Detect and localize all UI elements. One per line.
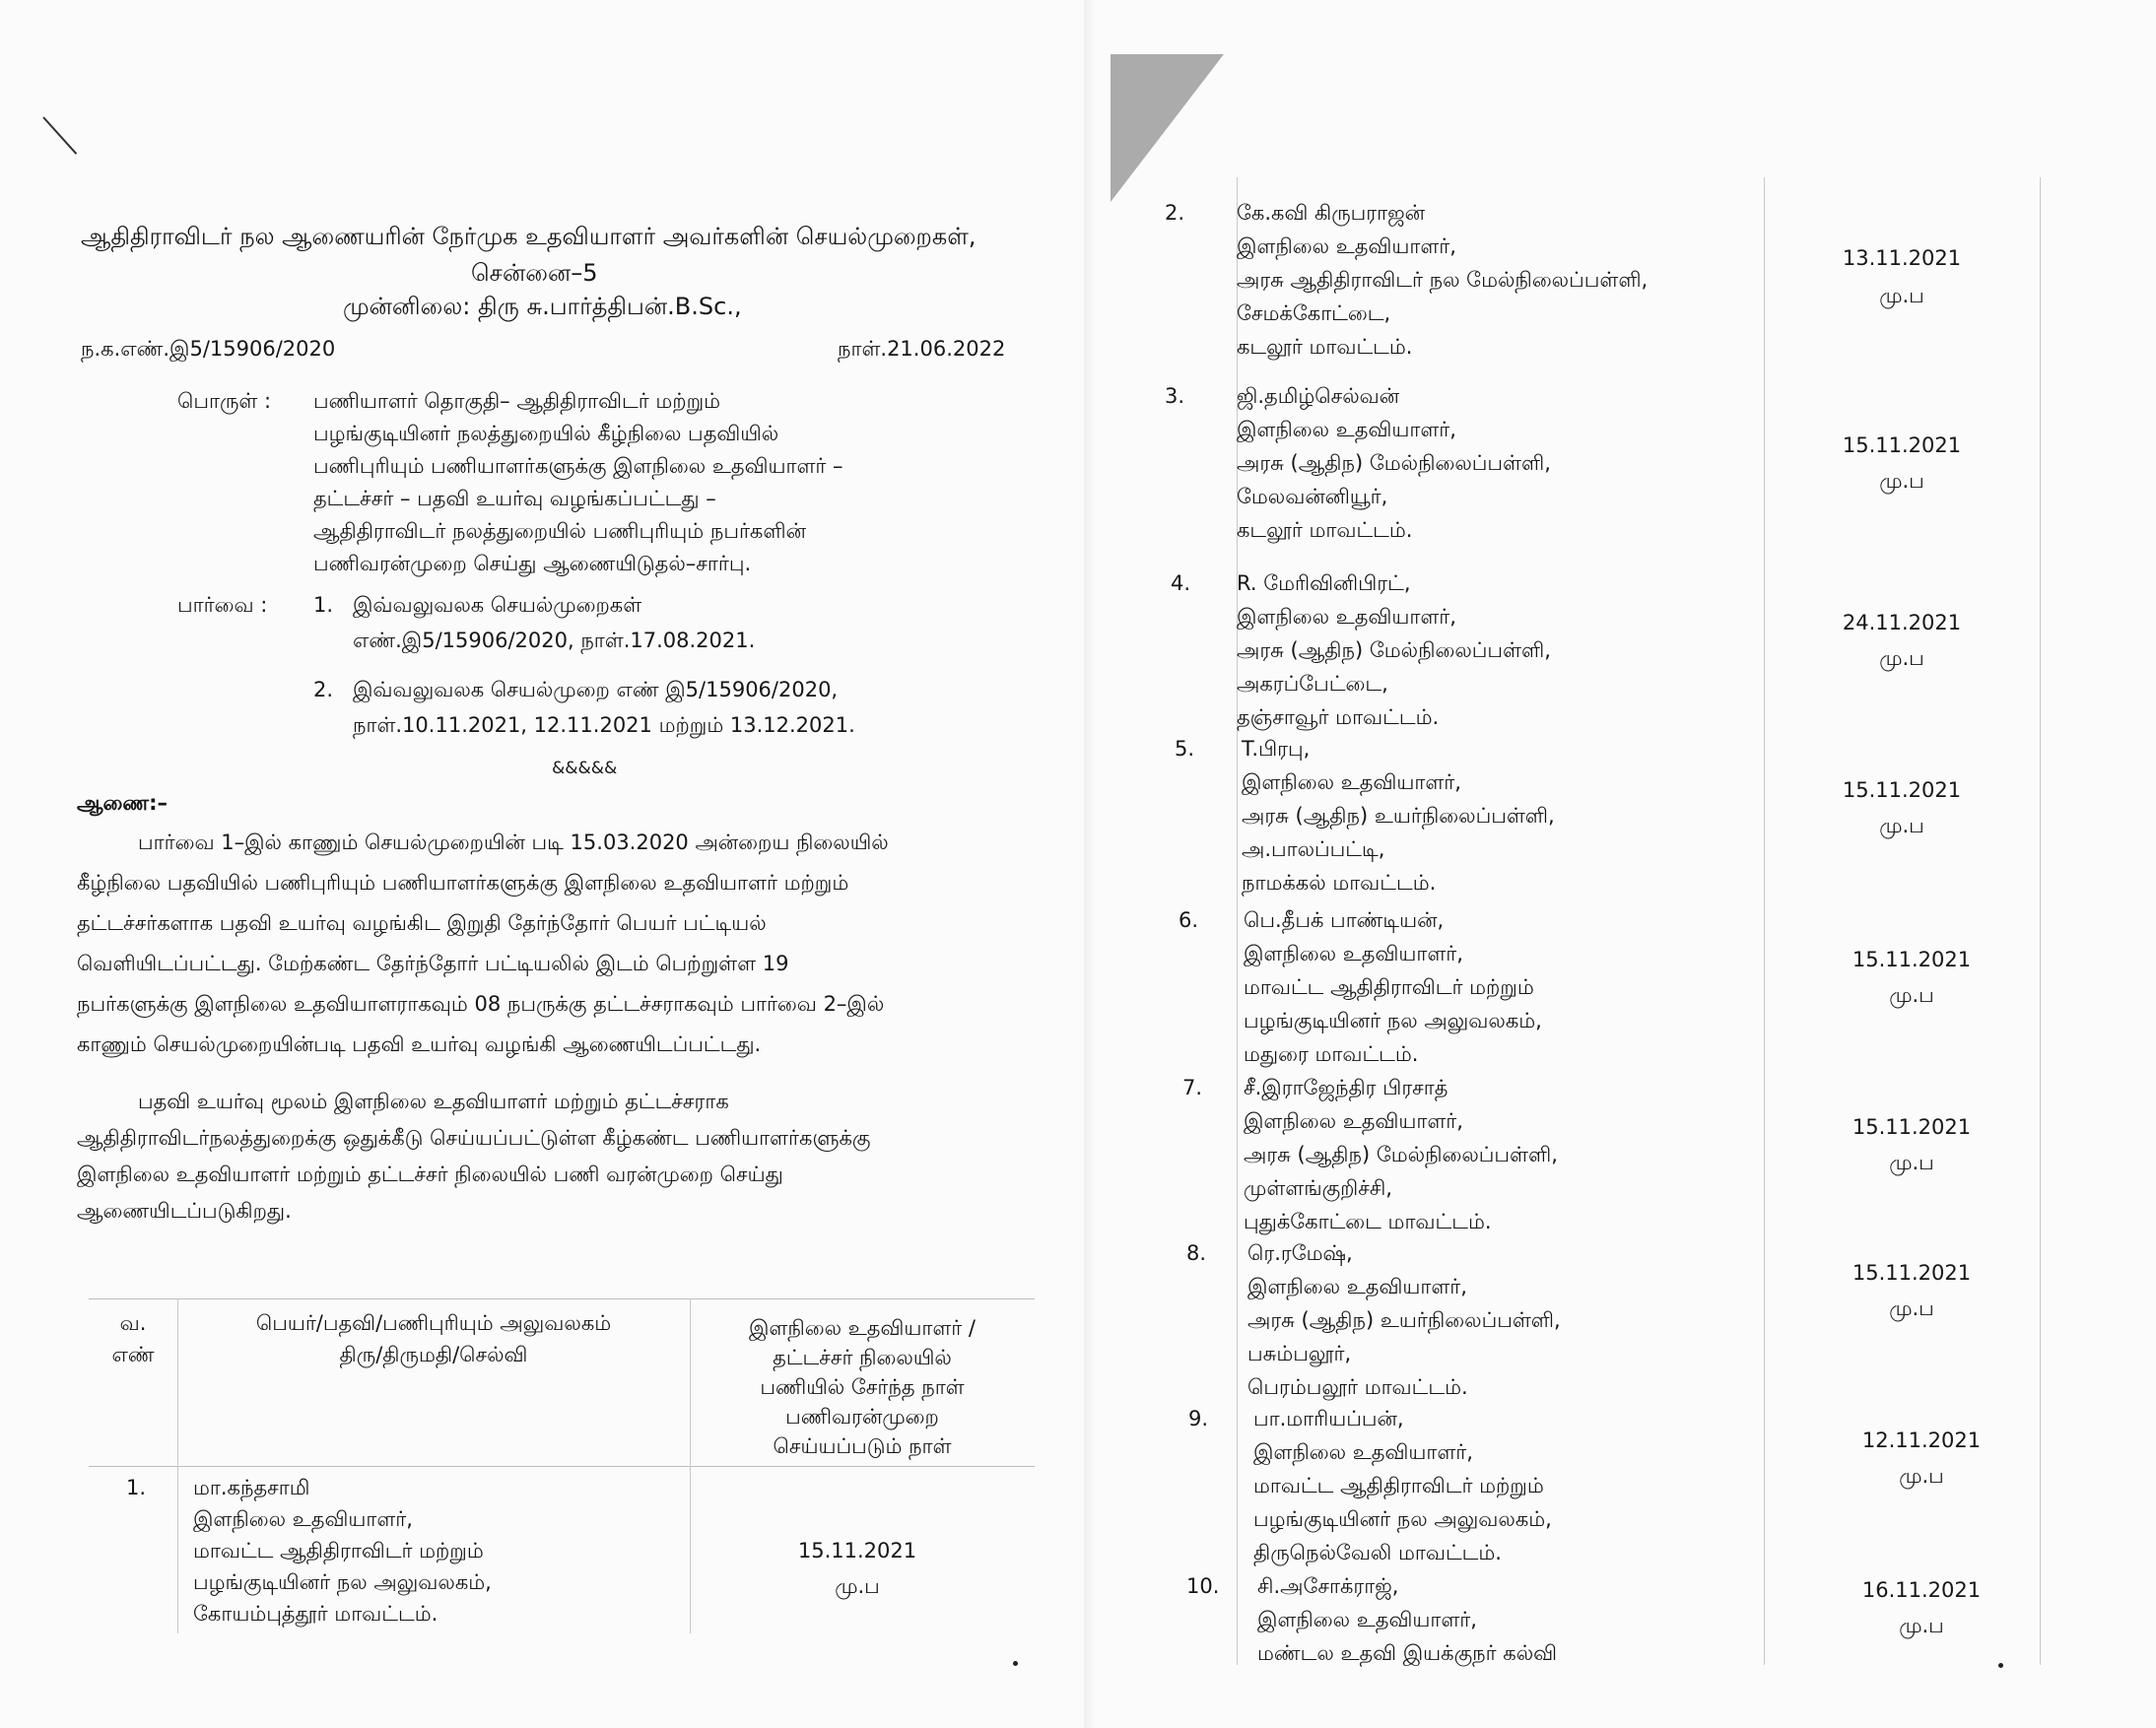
table-header-date: செய்யப்படும் நாள் — [773, 1434, 952, 1458]
subject-line: ஆதிதிராவிடர் நலத்துறையில் பணிபுரியும் நபர்களின் — [313, 519, 806, 543]
row-number: 10. — [1186, 1574, 1220, 1598]
subject-line: பணியாளர் தொகுதி– ஆதிதிராவிடர் மற்றும் — [313, 389, 721, 413]
subject-line: பணிபுரியும் பணியாளர்களுக்கு இளநிலை உதவியாளர் – — [313, 454, 843, 478]
row-number: 6. — [1179, 908, 1199, 932]
table-header-number: வ. — [119, 1311, 147, 1335]
paragraph-line: வெளியிடப்பட்டது. மேற்கண்ட தேர்ந்தோர் பட்டியலில் இடம் பெற்றுள்ள 19 — [77, 952, 789, 975]
paragraph-line: இளநிலை உதவியாளர் மற்றும் தட்டச்சர் நிலையில் பணி வரன்முறை செய்து — [77, 1163, 783, 1186]
row-detail: கடலூர் மாவட்டம். — [1237, 518, 1413, 542]
header-line-3: முன்னிலை: திரு சு.பார்த்திபன்.B.Sc., — [343, 293, 742, 320]
row-date: 15.11.2021 — [797, 1539, 917, 1562]
row-detail: புதுக்கோட்டை மாவட்டம். — [1244, 1210, 1492, 1233]
row-session: மு.ப — [1889, 1296, 1934, 1320]
row-detail: அரசு (ஆதிந) மேல்நிலைப்பள்ளி, — [1237, 451, 1551, 475]
row-session: மு.ப — [1879, 814, 1924, 837]
reference-num: 2. — [313, 678, 334, 701]
subject-line: தட்டச்சர் – பதவி உயர்வு வழங்கப்பட்டது – — [313, 487, 716, 510]
row-detail: பழங்குடியினர் நல அலுவலகம், — [1253, 1507, 1552, 1531]
row-name: சி.அசோக்ராஜ், — [1257, 1574, 1399, 1598]
row-detail: மாவட்ட ஆதிதிராவிடர் மற்றும் — [1244, 975, 1534, 999]
row-date: 24.11.2021 — [1842, 611, 1962, 634]
row-detail: பழங்குடியினர் நல அலுவலகம், — [1244, 1009, 1542, 1032]
row-detail: இளநிலை உதவியாளர், — [1253, 1440, 1473, 1464]
row-name: ஜி.தமிழ்செல்வன் — [1237, 384, 1400, 408]
row-number: 2. — [1165, 201, 1185, 225]
reference-label: பார்வை : — [177, 593, 268, 617]
paragraph-line: கீழ்நிலை பதவியில் பணிபுரியும் பணியாளர்களுக்கு இளநிலை உதவியாளர் மற்றும் — [77, 871, 849, 895]
row-name: T.பிரபு, — [1242, 737, 1311, 761]
order-date: நாள்.21.06.2022 — [838, 337, 1006, 361]
row-detail: இளநிலை உதவியாளர், — [1242, 770, 1461, 794]
row-session: மு.ப — [1879, 469, 1924, 493]
row-detail: இளநிலை உதவியாளர், — [1244, 1109, 1463, 1133]
row-detail: இளநிலை உதவியாளர், — [1247, 1275, 1467, 1298]
paragraph-line: நபர்களுக்கு இளநிலை உதவியாளராகவும் 08 நபருக்கு தட்டச்சராகவும் பார்வை 2–இல் — [77, 992, 885, 1016]
table-header-number: எண் — [111, 1343, 155, 1366]
row-name: R. மேரிவினிபிரட், — [1237, 571, 1411, 595]
row-detail: இளநிலை உதவியாளர், — [1237, 605, 1456, 629]
row-session: மு.ப — [1889, 1151, 1934, 1174]
order-heading: ஆணை:– — [77, 791, 168, 815]
row-date: 15.11.2021 — [1842, 433, 1962, 457]
row-detail: இளநிலை உதவியாளர், — [1244, 942, 1463, 965]
table-border — [2040, 177, 2041, 1665]
row-session: மு.ப — [1899, 1464, 1944, 1488]
row-detail: அரசு (ஆதிந) உயர்நிலைப்பள்ளி, — [1242, 804, 1555, 828]
row-detail: கோயம்புத்தூர் மாவட்டம். — [193, 1602, 438, 1626]
row-number: 1. — [126, 1476, 147, 1499]
reference-text: நாள்.10.11.2021, 12.11.2021 மற்றும் 13.12.2021. — [353, 713, 855, 737]
row-detail: இளநிலை உதவியாளர், — [1237, 234, 1456, 258]
row-detail: பெரம்பலூர் மாவட்டம். — [1247, 1375, 1468, 1399]
subject-label: பொருள் : — [177, 389, 272, 413]
row-detail: மதுரை மாவட்டம். — [1244, 1042, 1419, 1066]
row-detail: அரசு (ஆதிந) மேல்நிலைப்பள்ளி, — [1237, 638, 1551, 662]
row-name: மா.கந்தசாமி — [193, 1476, 310, 1499]
page-mark — [1998, 1663, 2003, 1668]
row-detail: திருநெல்வேலி மாவட்டம். — [1253, 1541, 1502, 1564]
header-line-2: சென்னை–5 — [471, 259, 598, 287]
row-detail: மாவட்ட ஆதிதிராவிடர் மற்றும் — [193, 1539, 484, 1562]
table-border — [1764, 177, 1765, 1665]
row-session: மு.ப — [1879, 646, 1924, 670]
table-header-date: தட்டச்சர் நிலையில் — [773, 1346, 952, 1369]
paragraph-line: பதவி உயர்வு மூலம் இளநிலை உதவியாளர் மற்றும் தட்டச்சராக — [138, 1090, 729, 1113]
row-session: மு.ப — [835, 1574, 880, 1598]
paragraph-line: பார்வை 1–இல் காணும் செயல்முறையின் படி 15.03.2020 அன்றைய நிலையில் — [138, 831, 889, 854]
row-detail: பழங்குடியினர் நல அலுவலகம், — [193, 1570, 492, 1594]
row-date: 12.11.2021 — [1861, 1429, 1982, 1452]
row-detail: இளநிலை உதவியாளர், — [1237, 418, 1456, 441]
row-detail: அரசு (ஆதிந) மேல்நிலைப்பள்ளி, — [1244, 1143, 1558, 1166]
paragraph-line: காணும் செயல்முறையின்படி பதவி உயர்வு வழங்கி ஆணையிடப்பட்டது. — [77, 1032, 762, 1056]
row-name: பெ.தீபக் பாண்டியன், — [1244, 908, 1445, 932]
reference-text: எண்.இ5/15906/2020, நாள்.17.08.2021. — [353, 629, 756, 652]
table-header-date: பணியில் சேர்ந்த நாள் — [760, 1375, 965, 1399]
row-detail: அகரப்பேட்டை, — [1237, 672, 1388, 696]
subject-line: பழங்குடியினர் நலத்துறையில் கீழ்நிலை பதவியில் — [313, 422, 779, 445]
row-detail: அரசு (ஆதிந) உயர்நிலைப்பள்ளி, — [1247, 1308, 1561, 1332]
header-line-1: ஆதிதிராவிடர் நல ஆணையரின் நேர்முக உதவியாளர் அவர்களின் செயல்முறைகள், — [81, 223, 977, 250]
row-detail: கடலூர் மாவட்டம். — [1237, 335, 1413, 359]
reference-text: இவ்வலுவலக செயல்முறைகள் — [353, 593, 642, 617]
row-detail: மேலவன்னியூர், — [1237, 485, 1388, 508]
row-detail: இளநிலை உதவியாளர், — [193, 1507, 413, 1531]
row-name: பா.மாரியப்பன், — [1253, 1407, 1404, 1430]
table-header-name: திரு/திருமதி/செல்வி — [339, 1343, 528, 1366]
table-header-name: பெயர்/பதவி/பணிபுரியும் அலுவலகம் — [255, 1311, 612, 1335]
row-session: மு.ப — [1879, 284, 1924, 307]
reference-text: இவ்வலுவலக செயல்முறை எண் இ5/15906/2020, — [353, 678, 839, 701]
page-mark — [1013, 1661, 1018, 1666]
separator: &&&&& — [552, 759, 618, 778]
table-header-date: இளநிலை உதவியாளர் / — [748, 1316, 976, 1340]
row-detail: பசும்பலூர், — [1247, 1342, 1352, 1365]
paragraph-line: தட்டச்சர்களாக பதவி உயர்வு வழங்கிட இறுதி தேர்ந்தோர் பெயர் பட்டியல் — [77, 911, 767, 935]
row-number: 9. — [1188, 1407, 1209, 1430]
row-date: 15.11.2021 — [1852, 1261, 1972, 1285]
row-detail: இளநிலை உதவியாளர், — [1257, 1608, 1477, 1631]
row-name: சீ.இராஜேந்திர பிரசாத் — [1244, 1076, 1449, 1099]
reference-number: ந.க.எண்.இ5/15906/2020 — [81, 337, 336, 361]
row-date: 15.11.2021 — [1852, 1115, 1972, 1139]
row-detail: மண்டல உதவி இயக்குநர் கல்வி — [1257, 1641, 1558, 1665]
table-border — [89, 1466, 1035, 1467]
row-number: 8. — [1186, 1241, 1207, 1265]
reference-num: 1. — [313, 593, 334, 617]
row-session: மு.ப — [1899, 1614, 1944, 1637]
row-detail: அ.பாலப்பட்டி, — [1242, 837, 1385, 861]
row-detail: மாவட்ட ஆதிதிராவிடர் மற்றும் — [1253, 1474, 1544, 1497]
row-date: 13.11.2021 — [1842, 246, 1962, 270]
pen-mark — [42, 116, 77, 154]
row-session: மு.ப — [1889, 983, 1934, 1007]
row-date: 15.11.2021 — [1842, 778, 1962, 802]
row-detail: தஞ்சாவூர் மாவட்டம். — [1237, 705, 1440, 729]
row-number: 7. — [1182, 1076, 1203, 1099]
row-detail: சேமக்கோட்டை, — [1237, 301, 1391, 325]
row-detail: அரசு ஆதிதிராவிடர் நல மேல்நிலைப்பள்ளி, — [1237, 268, 1649, 292]
row-number: 5. — [1175, 737, 1195, 761]
row-detail: நாமக்கல் மாவட்டம். — [1242, 871, 1437, 895]
table-border — [89, 1298, 1035, 1299]
row-date: 15.11.2021 — [1852, 948, 1972, 971]
right-page — [1084, 0, 2156, 1728]
row-detail: முள்ளங்குறிச்சி, — [1244, 1176, 1392, 1200]
subject-line: பணிவரன்முறை செய்து ஆணையிடுதல்–சார்பு. — [313, 552, 752, 575]
row-name: கே.கவி கிருபராஜன் — [1237, 201, 1426, 225]
paragraph-line: ஆணையிடப்படுகிறது. — [77, 1199, 292, 1223]
row-name: ரெ.ரமேஷ், — [1247, 1241, 1353, 1265]
row-number: 3. — [1165, 384, 1185, 408]
row-number: 4. — [1171, 571, 1191, 595]
paragraph-line: ஆதிதிராவிடர்நலத்துறைக்கு ஒதுக்கீடு செய்யப்பட்டுள்ள கீழ்கண்ட பணியாளர்களுக்கு — [77, 1126, 871, 1150]
table-header-date: பணிவரன்முறை — [785, 1405, 939, 1429]
row-date: 16.11.2021 — [1861, 1578, 1982, 1602]
